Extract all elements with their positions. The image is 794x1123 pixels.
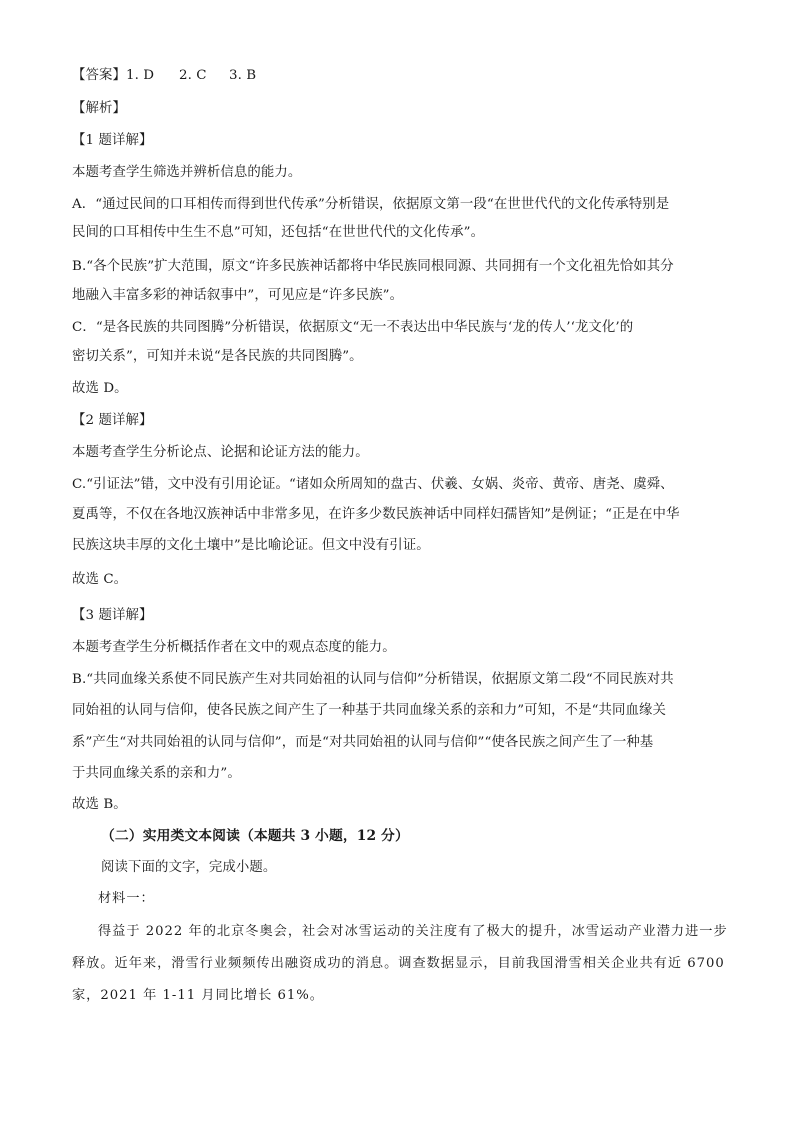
q3-line: 于共同血缘关系的亲和力”。	[72, 766, 241, 781]
q1-line: 密切关系”，可知并未说“是各民族的共同图腾”。	[72, 349, 363, 364]
q3-line: 本题考查学生分析概括作者在文中的观点态度的能力。	[72, 640, 396, 655]
answer-item-2: 2. C	[178, 68, 207, 83]
section-heading: （二）实用类文本阅读（本题共 3 小题，12 分）	[101, 828, 409, 844]
q1-line: A．“通过民间的口耳相传而得到世代传承”分析错误，依据原文第一段“在世世代代的文化传承特别是	[72, 197, 670, 212]
answer-line	[72, 66, 722, 86]
q3-conclusion: 故选 B。	[72, 797, 127, 812]
q1-conclusion: 故选 D。	[72, 381, 128, 396]
material-line: 释放。近年来，滑雪行业频频传出融资成功的消息。调查数据显示，目前我国滑雪相关企业共有近 6700	[72, 956, 725, 971]
q2-conclusion: 故选 C。	[72, 572, 128, 587]
q3-line: 同始祖的认同与信仰，使各民族之间产生了一种基于共同血缘关系的亲和力”可知，不是“共同血缘关	[72, 703, 666, 718]
q2-line: 民族这块丰厚的文化土壤中”是比喻论证。但文中没有引证。	[72, 538, 430, 553]
q3-line: B.“共同血缘关系使不同民族产生对共同始祖的认同与信仰”分析错误，依据原文第二段“不同民族对共	[72, 672, 674, 687]
material-line: 得益于 2022 年的北京冬奥会，社会对冰雪运动的关注度有了极大的提升，冰雪运动产业潜力进一步	[98, 924, 728, 939]
q2-line: 夏禹等，不仅在各地汉族神话中非常多见，在许多少数民族神话中同样妇孺皆知”是例证；“正是在中华	[72, 507, 680, 522]
material-line: 家，2021 年 1-11 月同比增长 61%。	[72, 988, 324, 1003]
q1-title: 【1 题详解】	[72, 133, 153, 148]
q1-line: B.“各个民族”扩大范围，原文“许多民族神话都将中华民族同根同源、共同拥有一个文化祖先恰如其分	[72, 259, 674, 274]
section-instruction: 阅读下面的文字，完成小题。	[101, 860, 277, 875]
q2-line: 本题考查学生分析论点、论据和论证方法的能力。	[72, 445, 369, 460]
q2-title: 【2 题详解】	[72, 413, 153, 428]
analysis-label: 【解析】	[72, 101, 126, 116]
q3-line: 系”产生“对共同始祖的认同与信仰”，而是“对共同始祖的认同与信仰”“使各民族之间产生了一种基	[72, 735, 654, 750]
q3-title: 【3 题详解】	[72, 608, 153, 623]
q1-line: C．“是各民族的共同图腾”分析错误，依据原文“无一不表达出中华民族与‘龙的传人’‘龙文化’的	[72, 320, 634, 335]
q1-line: 地融入丰富多彩的神话叙事中”，可见应是“许多民族”。	[72, 288, 404, 303]
q1-line: 民间的口耳相传中生生不息”可知，还包括“在世世代代的文化传承”。	[72, 225, 485, 240]
material-label: 材料一：	[98, 891, 155, 906]
answer-label: 【答案】	[72, 68, 126, 83]
q1-line: 本题考查学生筛选并辨析信息的能力。	[72, 165, 302, 180]
answer-item-3: 3. B	[228, 68, 257, 83]
q2-line: C.“引证法”错，文中没有引用论证。“诸如众所周知的盘古、伏羲、女娲、炎帝、黄帝、唐尧、虞舜、	[72, 477, 674, 492]
answer-item-1: 1. D	[125, 68, 155, 83]
